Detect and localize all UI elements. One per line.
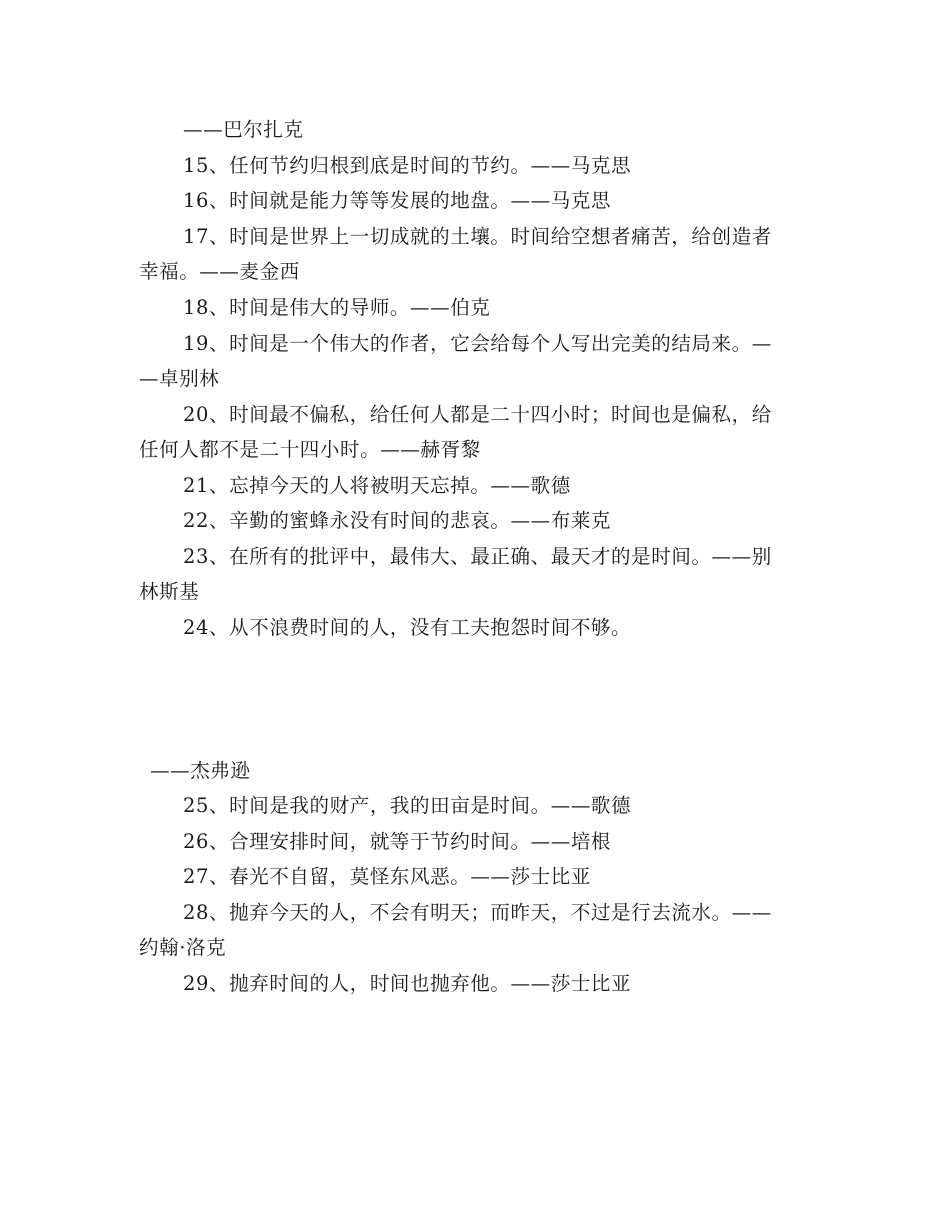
text-line: 任何人都不是二十四小时。——赫胥黎	[139, 438, 481, 461]
text-line: 18、时间是伟大的导师。——伯克	[183, 296, 491, 319]
text-line: ——巴尔扎克	[183, 118, 304, 141]
text-line: 20、时间最不偏私，给任何人都是二十四小时；时间也是偏私，给	[183, 403, 772, 426]
text-line: 15、任何节约归根到底是时间的节约。——马克思	[183, 154, 632, 177]
text-line: 24、从不浪费时间的人，没有工夫抱怨时间不够。	[183, 616, 632, 639]
text-line: 林斯基	[139, 580, 200, 603]
text-line: 19、时间是一个伟大的作者，它会给每个人写出完美的结局来。—	[183, 332, 772, 355]
text-line: 29、抛弃时间的人，时间也抛弃他。——莎士比亚	[183, 972, 632, 995]
text-line: 25、时间是我的财产，我的田亩是时间。——歌德	[183, 794, 632, 817]
text-line: 约翰·洛克	[139, 936, 227, 959]
text-line: 26、合理安排时间，就等于节约时间。——培根	[183, 830, 612, 853]
text-line: 幸福。——麦金西	[139, 260, 300, 283]
text-line: 23、在所有的批评中，最伟大、最正确、最天才的是时间。——别	[183, 545, 772, 568]
text-line: 16、时间就是能力等等发展的地盘。——马克思	[183, 189, 612, 212]
text-line: 17、时间是世界上一切成就的土壤。时间给空想者痛苦，给创造者	[183, 225, 772, 248]
text-line: 27、春光不自留，莫怪东风恶。——莎士比亚	[183, 865, 591, 888]
text-line: ——杰弗逊	[150, 759, 251, 782]
text-line: 28、抛弃今天的人，不会有明天；而昨天，不过是行去流水。——	[183, 901, 772, 924]
text-line: 21、忘掉今天的人将被明天忘掉。——歌德	[183, 474, 571, 497]
text-line: 22、辛勤的蜜蜂永没有时间的悲哀。——布莱克	[183, 509, 612, 532]
text-line: —卓别林	[139, 367, 220, 390]
